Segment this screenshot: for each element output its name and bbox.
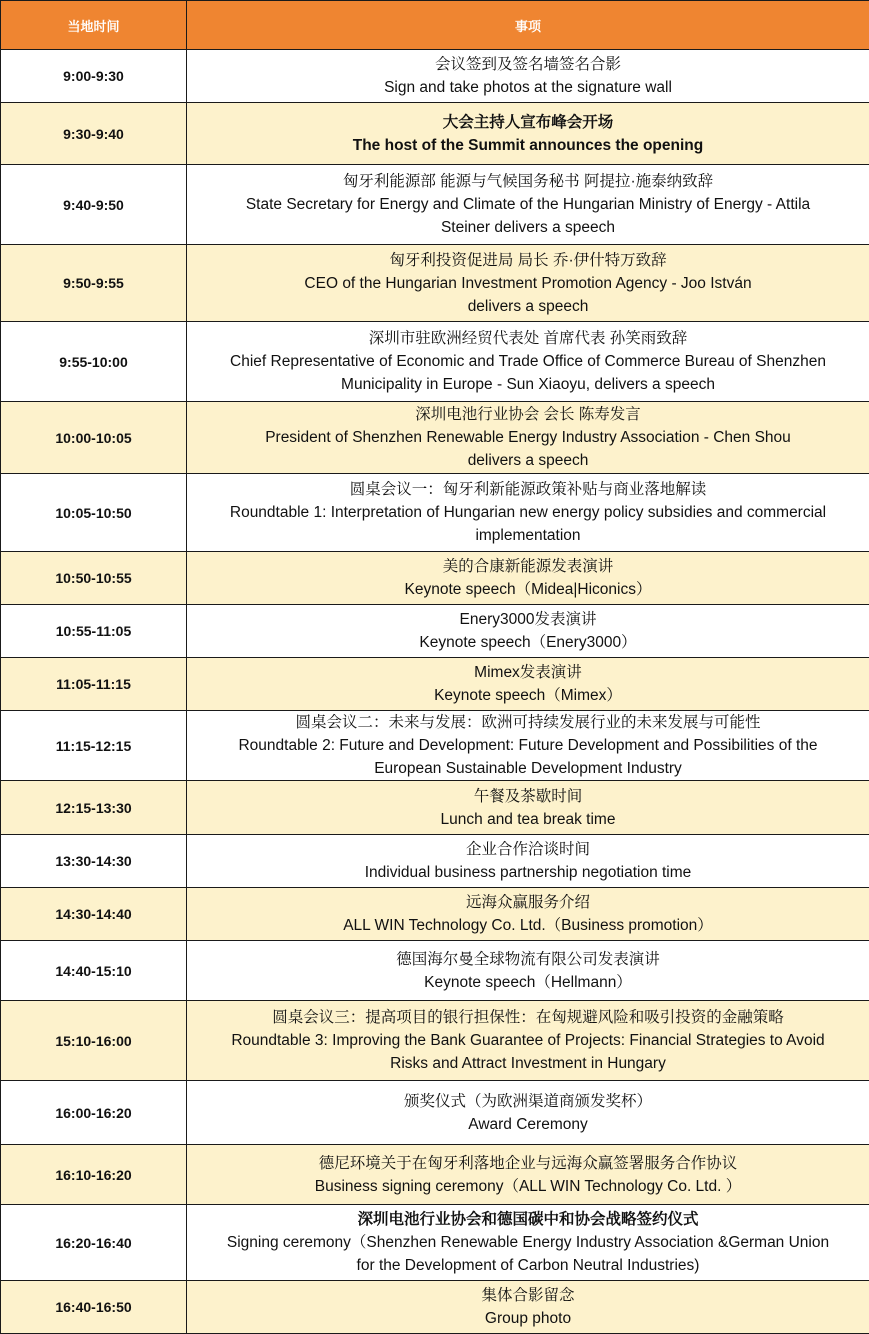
row-item-en: Business signing ceremony（ALL WIN Technology Co. Ltd. ） [314, 1177, 742, 1195]
row-item-en-cont: delivers a speech [467, 452, 589, 469]
row-item [187, 474, 869, 552]
row-item-en: The host of the Summit announces the opening [352, 136, 704, 154]
row-item-cn: Mimex发表演讲 [474, 664, 582, 681]
row-item-cn: Enery3000发表演讲 [459, 611, 597, 628]
row-item-cn: 午餐及茶歇时间 [473, 787, 583, 805]
row-item [187, 781, 869, 835]
row-item [187, 322, 869, 402]
row-time: 16:20-16:40 [1, 1205, 187, 1281]
row-item-en-cont: Steiner delivers a speech [440, 219, 616, 236]
row-item-cn: 深圳电池行业协会 会长 陈寿发言 [415, 406, 641, 423]
row-time: 13:30-14:30 [1, 835, 187, 888]
row-item-en: Group photo [484, 1310, 572, 1327]
table-row [1, 474, 869, 552]
table-row [1, 1001, 869, 1081]
row-item-en: Signing ceremony（Shenzhen Renewable Energy Industry Association &German Union [226, 1234, 830, 1251]
row-item-en-cont: Risks and Attract Investment in Hungary [390, 1055, 666, 1072]
row-item [187, 50, 869, 103]
row-item-en-cont: implementation [475, 527, 581, 544]
row-time: 14:30-14:40 [1, 888, 187, 941]
row-item-en: Individual business partnership negotiation time [364, 864, 692, 881]
table-row [1, 941, 869, 1001]
row-item-cn: 德国海尔曼全球物流有限公司发表演讲 [396, 950, 660, 968]
row-item-cn: 集体合影留念 [481, 1287, 575, 1304]
row-time: 10:50-10:55 [1, 552, 187, 605]
row-time: 11:15-12:15 [1, 711, 187, 781]
row-item-en: Award Ceremony [468, 1115, 588, 1133]
row-item-en: Roundtable 3: Improving the Bank Guarantee of Projects: Financial Strategies to Avoid [231, 1032, 825, 1049]
row-item [187, 941, 869, 1001]
row-item-cn: 颁奖仪式（为欧洲渠道商颁发奖杯） [403, 1092, 652, 1110]
table-row [1, 552, 869, 605]
row-time: 16:00-16:20 [1, 1081, 187, 1145]
table-row [1, 835, 869, 888]
table-row [1, 103, 869, 165]
row-time: 9:50-9:55 [1, 245, 187, 322]
row-item-cn: 深圳市驻欧洲经贸代表处 首席代表 孙笑雨致辞 [368, 330, 688, 347]
table-row [1, 888, 869, 941]
row-item-en: Keynote speech（Mimex） [434, 687, 622, 704]
row-item-en: Chief Representative of Economic and Trade Office of Commerce Bureau of Shenzhen [230, 353, 826, 370]
row-time: 16:10-16:20 [1, 1145, 187, 1205]
table-row [1, 781, 869, 835]
row-item-en: Sign and take photos at the signature wall [384, 79, 672, 96]
header-time: 当地时间 [1, 1, 187, 50]
row-item-cn: 大会主持人宣布峰会开场 [442, 113, 614, 131]
table-row [1, 245, 869, 322]
row-item [187, 835, 869, 888]
row-item-en: ALL WIN Technology Co. Ltd.（Business promotion） [343, 917, 713, 934]
agenda-body [1, 50, 869, 1334]
row-item-cn: 远海众赢服务介绍 [465, 894, 590, 911]
row-item-en-cont: Municipality in Europe - Sun Xiaoyu, delivers a speech [341, 376, 715, 393]
table-row [1, 1081, 869, 1145]
row-item-en: CEO of the Hungarian Investment Promotion Agency - Joo István [304, 274, 752, 292]
table-row [1, 658, 869, 711]
row-time: 16:40-16:50 [1, 1281, 187, 1334]
row-item-en-cont: for the Development of Carbon Neutral Industries) [356, 1257, 700, 1274]
row-time: 9:30-9:40 [1, 103, 187, 165]
row-item-en: Roundtable 1: Interpretation of Hungarian new energy policy subsidies and commercial [229, 504, 827, 521]
row-item-en: President of Shenzhen Renewable Energy Industry Association - Chen Shou [265, 429, 791, 446]
row-item [187, 402, 869, 474]
row-item-en: Keynote speech（Enery3000） [419, 634, 637, 651]
row-time: 12:15-13:30 [1, 781, 187, 835]
row-item [187, 711, 869, 781]
row-item-en: Roundtable 2: Future and Development: Future Development and Possibilities of the [238, 737, 818, 754]
row-item-en: Keynote speech（Midea|Hiconics） [404, 581, 652, 598]
row-time: 14:40-15:10 [1, 941, 187, 1001]
row-time: 9:00-9:30 [1, 50, 187, 103]
row-item-cn: 匈牙利能源部 能源与气候国务秘书 阿提拉·施泰纳致辞 [342, 173, 714, 190]
row-item-en: State Secretary for Energy and Climate of the Hungarian Ministry of Energy - Attila [245, 196, 811, 213]
row-item-cn: 圆桌会议三：提高项目的银行担保性：在匈规避风险和吸引投资的金融策略 [272, 1009, 784, 1026]
row-item-cn: 企业合作洽谈时间 [465, 841, 590, 858]
row-item [187, 1081, 869, 1145]
row-item [187, 165, 869, 245]
row-item [187, 552, 869, 605]
row-time: 9:40-9:50 [1, 165, 187, 245]
row-item-en-cont: delivers a speech [467, 297, 589, 315]
table-row [1, 1145, 869, 1205]
table-row [1, 711, 869, 781]
row-item [187, 1281, 869, 1334]
row-item [187, 245, 869, 322]
row-time: 9:55-10:00 [1, 322, 187, 402]
row-item-cn: 圆桌会议一：匈牙利新能源政策补贴与商业落地解读 [349, 481, 707, 498]
row-item-cn: 圆桌会议二：未来与发展：欧洲可持续发展行业的未来发展与可能性 [295, 714, 761, 731]
table-row [1, 50, 869, 103]
row-time: 11:05-11:15 [1, 658, 187, 711]
row-time: 10:05-10:50 [1, 474, 187, 552]
row-item [187, 1205, 869, 1281]
table-row [1, 1205, 869, 1281]
row-item-cn: 美的合康新能源发表演讲 [442, 558, 614, 575]
row-item [187, 888, 869, 941]
table-row [1, 605, 869, 658]
row-item-cn: 会议签到及签名墙签名合影 [434, 56, 621, 73]
row-time: 10:00-10:05 [1, 402, 187, 474]
table-row [1, 402, 869, 474]
table-row [1, 165, 869, 245]
row-item-en: Keynote speech（Hellmann） [424, 973, 632, 991]
header-item: 事项 [187, 1, 869, 50]
row-item-cn: 匈牙利投资促进局 局长 乔·伊什特万致辞 [389, 251, 667, 269]
table-row [1, 322, 869, 402]
header-row [1, 1, 869, 50]
row-item-cn: 德尼环境关于在匈牙利落地企业与远海众赢签署服务合作协议 [318, 1154, 738, 1172]
row-item-cn: 深圳电池行业协会和德国碳中和协会战略签约仪式 [357, 1211, 699, 1228]
row-item [187, 658, 869, 711]
table-row [1, 1281, 869, 1334]
row-item [187, 605, 869, 658]
row-item [187, 1001, 869, 1081]
row-item-en: Lunch and tea break time [440, 810, 616, 828]
row-item [187, 103, 869, 165]
row-time: 15:10-16:00 [1, 1001, 187, 1081]
row-item [187, 1145, 869, 1205]
row-item-en-cont: European Sustainable Development Industry [374, 760, 682, 777]
row-time: 10:55-11:05 [1, 605, 187, 658]
